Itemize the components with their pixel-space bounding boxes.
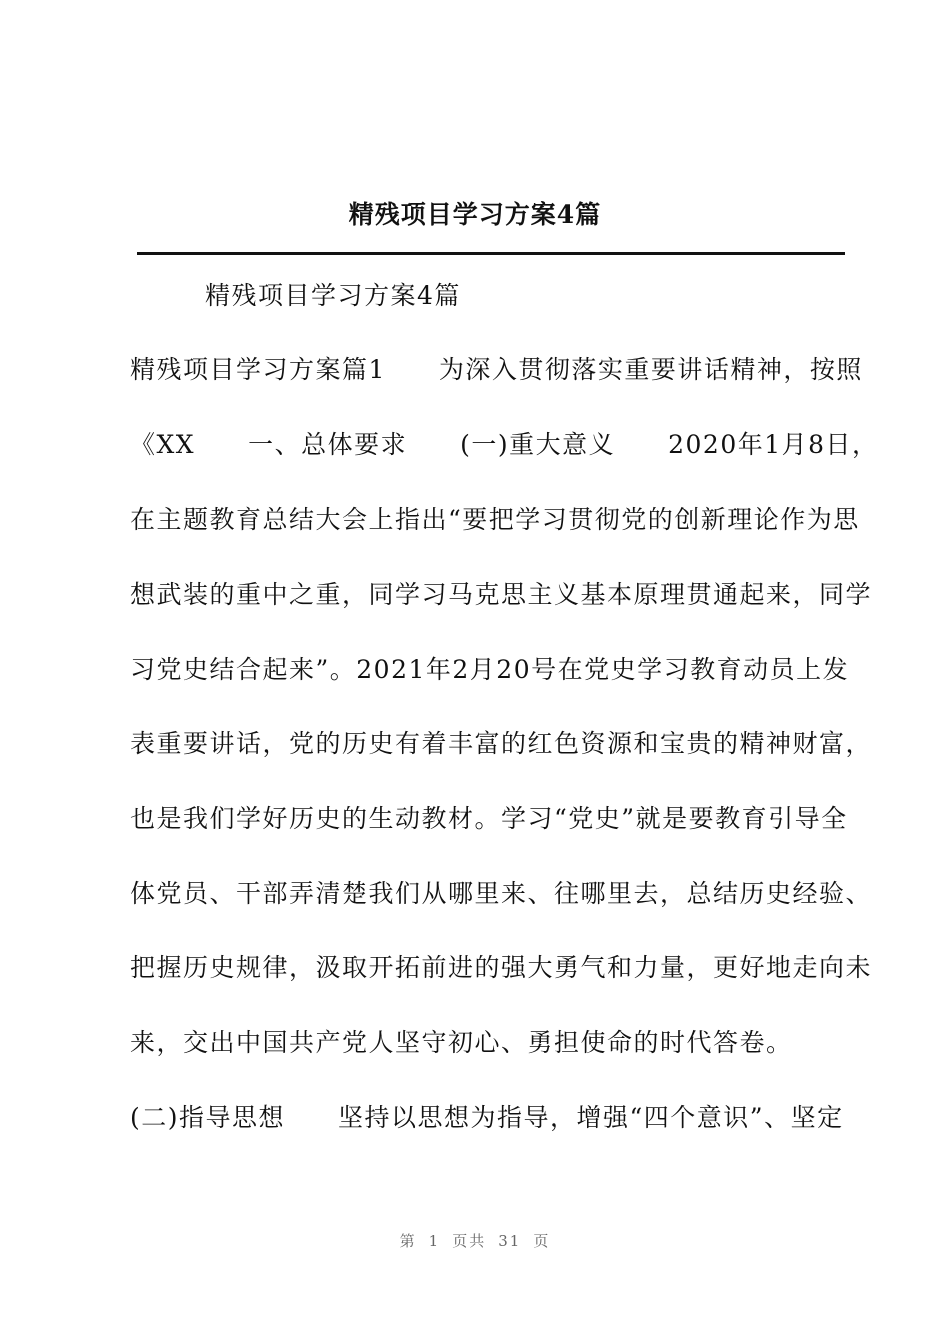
body-line-1: 精残项目学习方案篇1 为深入贯彻落实重要讲话精神，按照 [130, 355, 863, 384]
footer-page-number: 1 [428, 1232, 441, 1250]
title-divider [137, 252, 845, 255]
footer-prefix: 第 [399, 1232, 417, 1250]
body-line-5: 习党史结合起来”。2021年2月20号在党史学习教育动员上发 [130, 655, 850, 684]
body-line-6: 表重要讲话，党的历史有着丰富的红色资源和宝贵的精神财富， [130, 729, 873, 758]
footer-suffix: 页 [533, 1232, 551, 1250]
page-footer [0, 1230, 950, 1251]
document-subtitle: 精残项目学习方案4篇 [205, 281, 461, 310]
footer-middle: 页共 [452, 1232, 487, 1250]
body-line-9: 把握历史规律，汲取开拓前进的强大勇气和力量，更好地走向未 [130, 953, 873, 982]
document-title: 精残项目学习方案4篇 [348, 200, 602, 229]
body-line-7: 也是我们学好历史的生动教材。学习“党史”就是要教育引导全 [130, 804, 848, 833]
body-line-11: (二)指导思想 坚持以思想为指导，增强“四个意识”、坚定 [130, 1103, 844, 1132]
body-line-8: 体党员、干部弄清楚我们从哪里来、往哪里去，总结历史经验、 [130, 879, 873, 908]
body-line-3: 在主题教育总结大会上指出“要把学习贯彻党的创新理论作为思 [130, 505, 860, 534]
body-line-4: 想武装的重中之重，同学习马克思主义基本原理贯通起来，同学 [130, 580, 873, 609]
footer-total-pages: 31 [498, 1232, 522, 1250]
body-line-10: 来，交出中国共产党人坚守初心、勇担使命的时代答卷。 [130, 1028, 793, 1057]
body-line-2: 《XX 一、总体要求 (一)重大意义 2020年1月8日， [130, 430, 879, 459]
